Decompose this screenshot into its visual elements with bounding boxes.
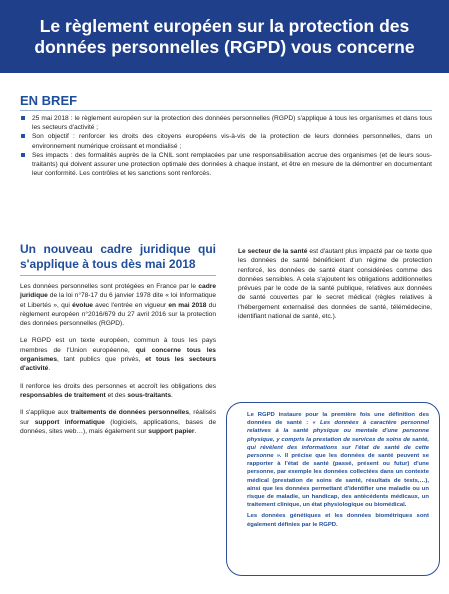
bold-text: Le secteur de la santé [238, 248, 308, 255]
italic-quote: « Les données à caractère personnel relatives à la santé physique ou mentale d'une personne physique, y compris la prestation de services de soins de santé, qui révèlent des informations sur l'état de santé de cette personne ». [247, 420, 429, 460]
text: Les données personnelles sont protégées en France par le [20, 283, 199, 290]
text: , réalisés sur [20, 409, 216, 426]
title-line-2: données personnelles (RGPD) vous concerne [34, 36, 415, 57]
bold-text: support informatique [34, 418, 105, 426]
bold-text: traitements de données personnelles [70, 409, 190, 417]
bullet-square-icon [21, 134, 25, 138]
text: (logiciels, applications, bases de données, sites web…), mais également sur [20, 418, 216, 435]
text: et des [105, 391, 128, 399]
en-bref-section [20, 93, 432, 178]
box-paragraph-definition [247, 411, 429, 509]
left-column [20, 282, 216, 444]
bold-text: responsables de traitement [20, 391, 106, 399]
paragraph-legal-framework [20, 282, 216, 328]
text: avec l'entrée en vigueur [92, 301, 169, 309]
list-item [20, 132, 432, 150]
title-line-1: Le règlement européen sur la protection des [39, 15, 410, 36]
text: Il précise que les données de santé peuvent se rapporter à l'état de santé (passé, présent ou futur) d'une personne, par exemple les données collectées dans un contexte médical (prestation de soins de santé, résultats de tests,…), ainsi que les données permettant d'identifier une maladie ou un risque de maladie, un handicap, des antécédents médicaux, un traitement clinique, un état physiologique ou biomédical. [247, 453, 429, 509]
bullet-square-icon [21, 116, 25, 120]
text: . [194, 427, 197, 435]
bullet-text: 25 mai 2018 : le règlement européen sur la protection des données personnelles (RGPD) s'applique à tous les organismes et dans tous les secteurs d'activité ; [32, 115, 432, 132]
section-heading-divider [20, 275, 216, 276]
page-header [0, 0, 449, 73]
bold-text: cadre juridique [20, 283, 216, 300]
paragraph-obligations [20, 382, 216, 401]
text: de la loi n°78-17 du 6 janvier 1978 dite « loi Informatique et Libertés », qui [20, 292, 216, 309]
bullet-text: Son objectif : renforcer les droits des citoyens européens vis-à-vis de la protection de leurs données personnelles, dans un environnement numérique croissant et mondialisé ; [32, 133, 432, 150]
section-heading: Un nouveau cadre juridique qui s'applique à tous dès mai 2018 [20, 242, 216, 271]
text: Il s'applique aux [20, 409, 71, 417]
bullet-square-icon [21, 153, 25, 157]
bold-text: qui concerne tous les organismes [20, 346, 216, 364]
en-bref-title: EN BREF [20, 93, 78, 108]
en-bref-list [20, 114, 432, 178]
text: Le RGPD instaure pour la première fois une définition des données de santé : [247, 412, 429, 427]
bullet-text: Ses impacts : des formalités auprès de la CNIL sont remplacées par une responsabilisation accrue des organismes (et de leurs sous-traitants) qui doivent assurer une protection optimale des données à chaque instant, et être en mesure de la démontrer en documentant leur conformité. Les contrôles et les sanctions sont renforcés. [32, 151, 432, 178]
bold-text: en mai 2018 [168, 301, 207, 309]
text: , tant publics que privés, [57, 356, 146, 364]
health-data-definition-box [226, 402, 440, 576]
text: est d'autant plus impacté par ce texte que les données de santé bénéficient d'un régime de protection renforcé, les données de santé étant considérées comme des données sensibles. A cela s'ajoutent les obligations additionnelles prévues par le code de la santé publique, relatives aux données de santé couvertes par le secret médical (règles relatives à l'hébergement externalisé des données de santé, télémédecine, identifiant national de santé, etc.). [238, 248, 432, 321]
text: du règlement européen n°2016/679 du 27 avril 2016 sur la protection des données personnelles (RGPD). [20, 301, 216, 328]
text: Le RGPD est un texte européen, commun à tous les pays membres de l'Union européenne, [20, 337, 216, 354]
text: . [171, 391, 173, 399]
bold-text: évolue [72, 301, 93, 309]
page-title [26, 16, 422, 58]
bold-text: support papier [148, 427, 195, 435]
right-column [238, 247, 432, 321]
bold-text: sous-traitants [127, 391, 171, 399]
list-item [20, 114, 432, 132]
paragraph-scope [20, 408, 216, 436]
paragraph-health-sector [238, 247, 432, 321]
text: . [48, 365, 51, 373]
text: Il renforce les droits des personnes et accroît les obligations des [20, 382, 216, 390]
list-item [20, 151, 432, 179]
box-paragraph-genetic: Les données génétiques et les données biométriques sont également définies par le RGPD. [247, 513, 429, 528]
box-content [247, 411, 429, 529]
paragraph-european-text [20, 336, 216, 373]
en-bref-divider [20, 110, 432, 111]
bold-text: et tous les secteurs d'activité [20, 356, 216, 373]
